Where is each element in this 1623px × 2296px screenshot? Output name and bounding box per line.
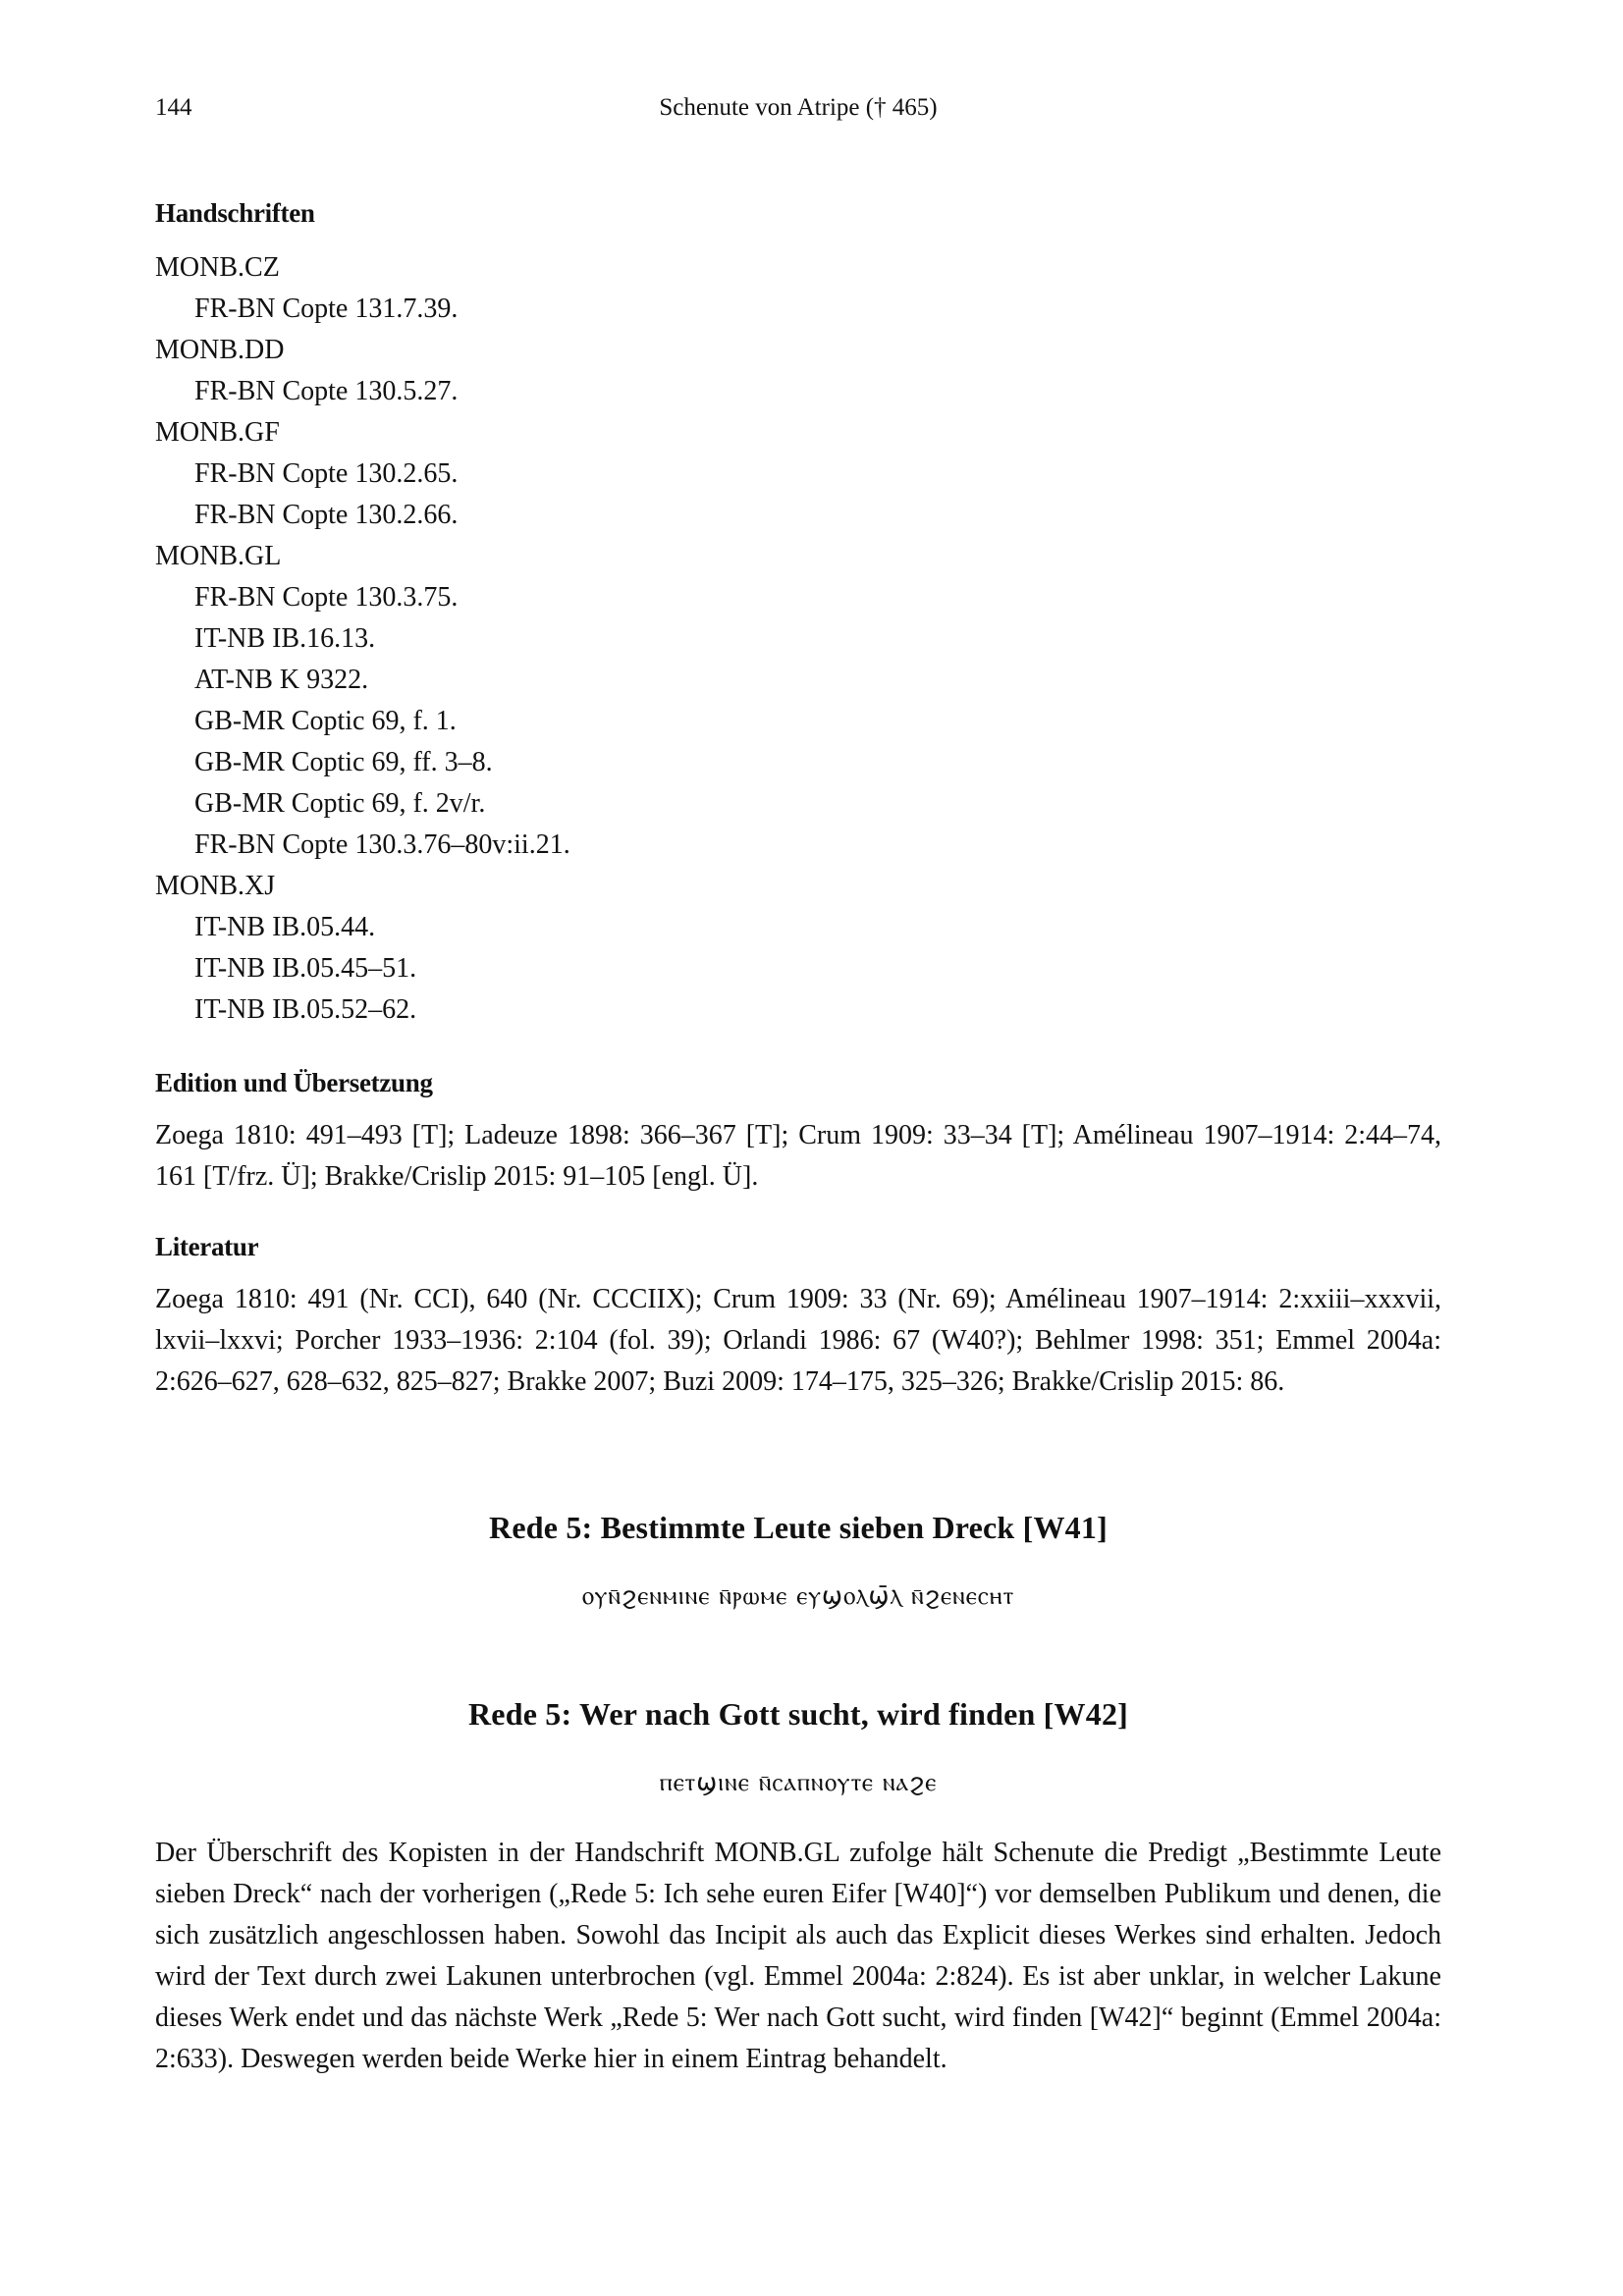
manuscript-shelfmark: AT-NB K 9322. (194, 665, 369, 695)
rede-w41-title: Rede 5: Bestimmte Leute sieben Dreck [W41] (489, 1510, 1108, 1545)
manuscript-shelfmark: FR-BN Copte 130.3.76–80v:ii.21. (194, 829, 570, 860)
running-title: Schenute von Atripe († 465) (659, 94, 938, 121)
literatur-heading: Literatur (155, 1232, 259, 1261)
manuscript-shelfmark: IT-NB IB.16.13. (194, 623, 376, 654)
body-paragraph: Der Überschrift des Kopisten in der Handschrift MONB.GL zufolge hält Schenute die Predigt „Bestimmte Leute sieben Dreck“ nach der vorherigen („Rede 5: Ich sehe euren Eifer [W40]“) vor demselben Publikum und denen, die sich zusätzlich angeschlossen haben. Sowohl das Incipit als auch das Explicit dieses Werkes sind erhalten. Jedoch wird der Text durch zwei Lakunen unterbrochen (vgl. Emmel 2004a: 2:824). Es ist aber unklar, in welcher Lakune dieses Werk endet und das nächste Werk „Rede 5: Wer nach Gott sucht, wird finden [W42]“ beginnt (Emmel 2004a: 2:633). Deswegen werden beide Werke hier in einem Eintrag behandelt. (155, 1838, 1441, 2074)
manuscript-shelfmark: IT-NB IB.05.52–62. (194, 994, 417, 1025)
rede-w42-coptic-incipit: ⲡⲉⲧϣⲓⲛⲉ ⲛ̄ⲥⲁⲡⲛⲟⲩⲧⲉ ⲛⲁϩⲉ (659, 1768, 938, 1796)
running-head (155, 94, 1441, 128)
manuscript-shelfmark: GB-MR Coptic 69, ff. 3–8. (194, 747, 493, 777)
edition-heading: Edition und Übersetzung (155, 1068, 433, 1097)
manuscript-shelfmark: IT-NB IB.05.45–51. (194, 953, 417, 984)
manuscript-shelfmark: FR-BN Copte 131.7.39. (194, 294, 459, 324)
manuscript-siglum: MONB.GF (155, 417, 280, 448)
manuscript-list (155, 247, 570, 1031)
manuscript-siglum: MONB.GL (155, 541, 282, 571)
manuscript-shelfmark: GB-MR Coptic 69, f. 2v/r. (194, 788, 486, 819)
manuscript-shelfmark: GB-MR Coptic 69, f. 1. (194, 706, 457, 736)
edition-text: Zoega 1810: 491–493 [T]; Ladeuze 1898: 366–367 [T]; Crum 1909: 33–34 [T]; Amélineau 1907–1914: 2:44–74, 161 [T/frz. Ü]; Brakke/Crislip 2015: 91–105 [engl. Ü]. (155, 1120, 1441, 1192)
page-number: 144 (155, 94, 192, 121)
manuscript-siglum: MONB.DD (155, 335, 285, 365)
manuscript-shelfmark: FR-BN Copte 130.5.27. (194, 376, 459, 406)
manuscript-shelfmark: FR-BN Copte 130.3.75. (194, 582, 459, 613)
manuscript-siglum: MONB.XJ (155, 871, 276, 901)
literatur-text: Zoega 1810: 491 (Nr. CCI), 640 (Nr. CCCIIX); Crum 1909: 33 (Nr. 69); Amélineau 1907–1914: 2:xxiii–xxxvii, lxvii–lxxvi; Porcher 1933–1936: 2:104 (fol. 39); Orlandi 1986: 67 (W40?); Behlmer 1998: 351; Emmel 2004a: 2:626–627, 628–632, 825–827; Brakke 2007; Buzi 2009: 174–175, 325–326; Brakke/Crislip 2015: 86. (155, 1284, 1441, 1397)
rede-w41-coptic-incipit: ⲟⲩⲛ̄ϩⲉⲛⲙⲓⲛⲉ ⲛ̄ⲣⲱⲙⲉ ⲉⲩϣⲟⲗϣ̄ⲗ ⲛ̄ϩⲉⲛⲉⲥⲏⲧ (581, 1581, 1015, 1610)
manuscript-siglum: MONB.CZ (155, 252, 280, 283)
manuscript-shelfmark: FR-BN Copte 130.2.65. (194, 458, 459, 489)
manuscript-shelfmark: IT-NB IB.05.44. (194, 912, 376, 942)
handschriften-heading: Handschriften (155, 198, 315, 228)
manuscript-shelfmark: FR-BN Copte 130.2.66. (194, 500, 459, 530)
rede-w42-title: Rede 5: Wer nach Gott sucht, wird finden [W42] (467, 1696, 1128, 1732)
